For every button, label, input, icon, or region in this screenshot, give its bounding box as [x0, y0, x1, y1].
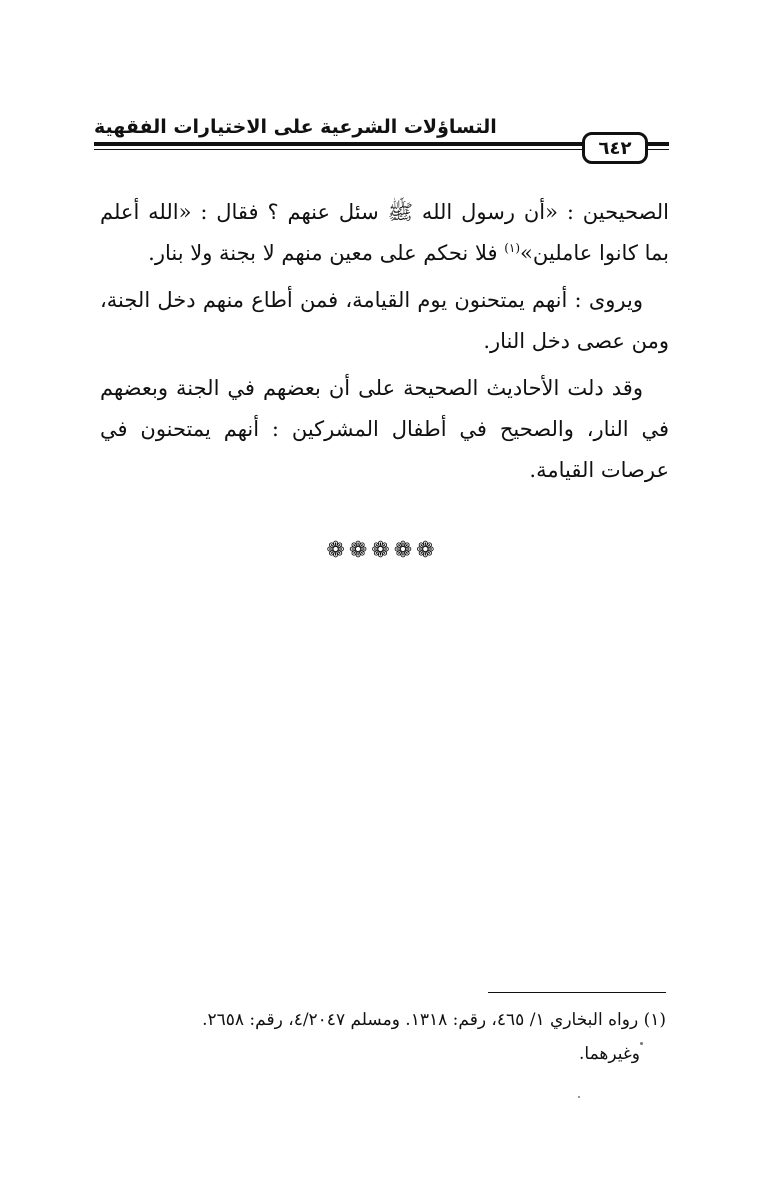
footnotes: [100, 1003, 666, 1071]
footnote-1-text: رواه البخاري ١/ ٤٦٥، رقم: ١٣١٨. ومسلم ٤/٢٠٤٧، رقم: ٢٦٥٨.: [202, 1010, 639, 1030]
paragraph-1-tail: فلا نحكم على معين منهم لا بجنة ولا بنار.: [148, 241, 505, 265]
section-ornament: ❁❁❁❁❁: [326, 538, 439, 563]
paragraph-3: وقد دلت الأحاديث الصحيحة على أن بعضهم في الجنة وبعضهم في النار، والصحيح في أطفال المشركين : أنهم يمتحنون في عرصات القيامة.: [100, 376, 669, 482]
page-number: ٦٤٢: [582, 132, 648, 164]
running-header: [94, 112, 669, 158]
footnote-1: [100, 1003, 666, 1037]
main-text: [100, 192, 669, 497]
paragraph-1: [100, 192, 669, 274]
scan-speck: [578, 1096, 580, 1098]
paragraph-1-text: الصحيحين : «أن رسول الله ﷺ سئل عنهم ؟ فقال : «الله أعلم بما كانوا عاملين»: [100, 200, 669, 265]
scan-speck: [640, 1042, 643, 1045]
footnote-1-marker: (١): [643, 1010, 666, 1030]
paragraph-2: ويروى : أنهم يمتحنون يوم القيامة، فمن أطاع منهم دخل الجنة، ومن عصى دخل النار.: [100, 288, 669, 353]
header-title: التساؤلات الشرعية على الاختيارات الفقهية: [94, 116, 497, 138]
footnote-ref: (١): [504, 241, 521, 255]
footnote-1-continuation: وغيرهما.: [579, 1044, 640, 1064]
footnote-divider: [488, 992, 666, 993]
